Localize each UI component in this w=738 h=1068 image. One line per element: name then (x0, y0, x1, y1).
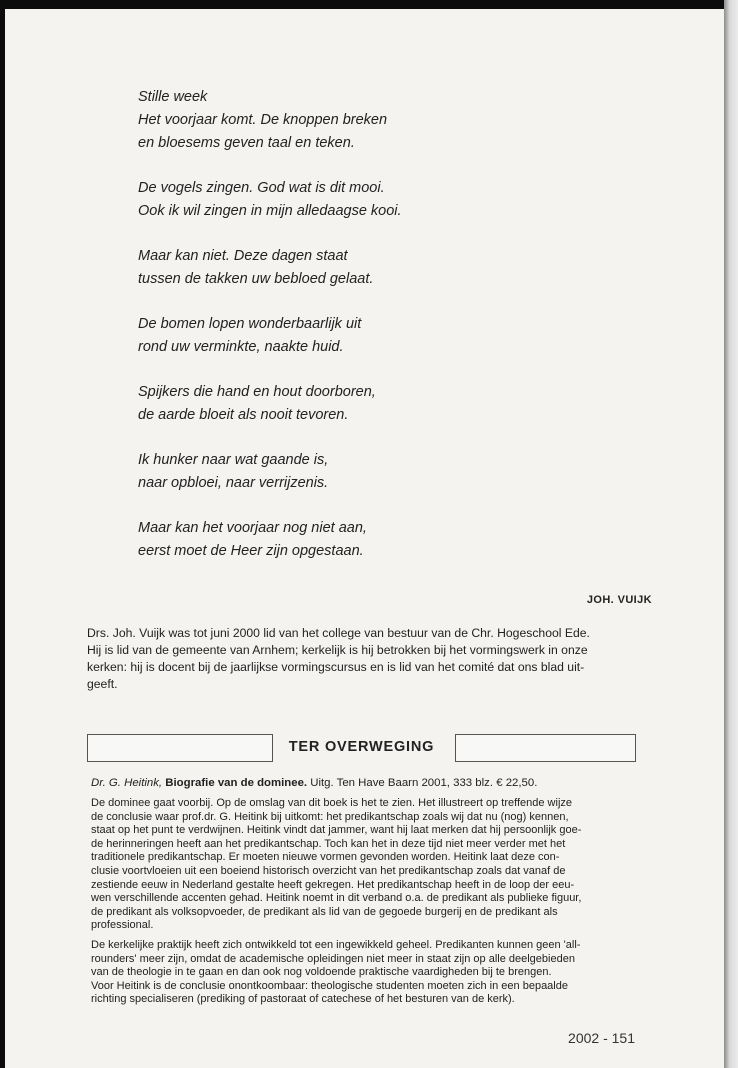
review-line: richting specialiseren (prediking of pastoraat of catechese of het besturen van de kerk). (91, 993, 515, 1006)
review-line: De kerkelijke praktijk heeft zich ontwikkeld tot een ingewikkeld geheel. Predikanten kunnen geen 'all- (91, 938, 581, 951)
review-line: clusie voortvloeien uit een boeiend historisch overzicht van het predikantschap zoals dat vanaf de (91, 864, 566, 877)
poem-line: De vogels zingen. God wat is dit mooi. (138, 180, 385, 196)
review-line: traditionele predikantschap. Er moeten nieuwe vormen gevonden worden. Heitink laat deze con- (91, 851, 560, 864)
review-book-title: Biografie van de dominee. (165, 777, 308, 789)
poem-stanza (138, 245, 558, 291)
poem-stanza (138, 177, 558, 223)
review-line: professional. (91, 919, 154, 932)
section-header (87, 734, 636, 762)
bio-line: Drs. Joh. Vuijk was tot juni 2000 lid van het college van bestuur van de Chr. Hogeschool Ede. (87, 626, 590, 640)
poem-line: de aarde bloeit als nooit tevoren. (138, 407, 349, 423)
poem-line: Ook ik wil zingen in mijn alledaagse kooi. (138, 203, 402, 219)
poem-stanza (138, 86, 558, 155)
review-line: van de theologie in te gaan en dan ook nog voldoende praktische vaardigheden bij te brengen. (91, 966, 552, 979)
poem-line: De bomen lopen wonderbaarlijk uit (138, 316, 362, 332)
poem-stanza (138, 313, 558, 359)
poem-author: JOH. VUIJK (586, 594, 652, 606)
review-line: de conclusie waar prof.dr. G. Heitink bij uitkomt: het predikantschap zoals wij dat nu (nog) kennen, (91, 810, 569, 823)
poem (138, 86, 558, 585)
poem-stanza (138, 517, 558, 563)
poem-line: en bloesems geven taal en teken. (138, 135, 355, 151)
bio-line: Hij is lid van de gemeente van Arnhem; kerkelijk is hij betrokken bij het vormingswerk in onze (87, 643, 588, 657)
review-line: De dominee gaat voorbij. Op de omslag van dit boek is het te zien. Het illustreert op treffende wijze (91, 797, 573, 809)
review-body (91, 797, 636, 1013)
author-bio (87, 625, 636, 693)
poem-line: naar opbloei, naar verrijzenis. (138, 475, 329, 491)
review-line: Voor Heitink is de conclusie onontkoombaar: theologische studenten moeten zich in een bepaalde (91, 979, 568, 992)
review-paragraph (91, 939, 636, 1007)
review-citation (91, 777, 636, 789)
poem-line: tussen de takken uw bebloed gelaat. (138, 271, 374, 287)
poem-line: Ik hunker naar wat gaande is, (138, 452, 329, 468)
page-number: 2002 - 151 (568, 1030, 635, 1046)
review-publisher: Uitg. Ten Have Baarn 2001, 333 blz. € 22,50. (307, 777, 538, 789)
review-author: Dr. G. Heitink, (91, 777, 163, 789)
review-line: wen verschillende accenten gehad. Heitink noemt in dit verband o.a. de predikant als publieke figuur, (91, 892, 582, 905)
poem-line: eerst moet de Heer zijn opgestaan. (138, 543, 364, 559)
review-line: rounders' meer zijn, omdat de academische opleidingen niet meer in staat zijn op alle deelgebieden (91, 952, 575, 965)
review-line: staat op het punt te verdwijnen. Heitink vindt dat jammer, want hij laat merken dat hij persoonlijk goe- (91, 824, 582, 837)
review-paragraph (91, 797, 636, 933)
poem-line: Het voorjaar komt. De knoppen breken (138, 112, 388, 128)
poem-line: Spijkers die hand en hout doorboren, (138, 384, 376, 400)
page-edge-shadow (724, 0, 738, 1068)
review-line: de predikant als volksopvoeder, de predikant als lid van de gegoede burgerij en de predikant als (91, 905, 558, 918)
poem-stanza (138, 381, 558, 427)
bio-line: kerken: hij is docent bij de jaarlijkse vormingscursus en is lid van het comité dat ons blad uit- (87, 660, 585, 674)
review-line: de herinneringen heeft aan het predikantschap. Toch kan het in deze tijd niet meer verder met het (91, 837, 566, 850)
poem-stanza (138, 449, 558, 495)
poem-line: Maar kan niet. Deze dagen staat (138, 248, 348, 264)
bio-line: geeft. (87, 677, 118, 691)
poem-line: Maar kan het voorjaar nog niet aan, (138, 520, 367, 536)
review-line: zestiende eeuw in Nederland gestalte heeft gekregen. Het predikantschap heeft in de loop der eeu- (91, 878, 575, 891)
poem-line: rond uw verminkte, naakte huid. (138, 339, 344, 355)
poem-line: Stille week (138, 89, 208, 105)
section-title: TER OVERWEGING (288, 739, 435, 755)
